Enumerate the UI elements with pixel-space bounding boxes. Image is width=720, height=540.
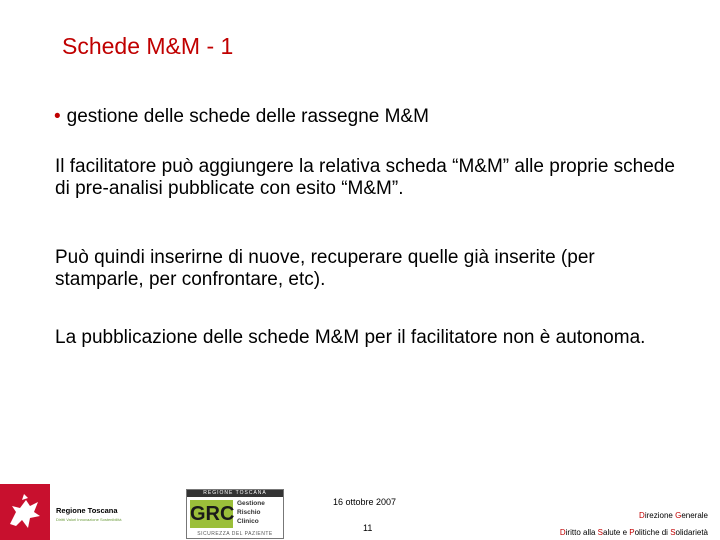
- rt-tagline: Diritti Valori Innovazione Sostenibilità: [56, 517, 122, 522]
- word: alute e: [603, 528, 630, 537]
- bullet-text: gestione delle schede delle rassegne M&M: [66, 106, 429, 127]
- grc-bottom-text: SICUREZZA DEL PAZIENTE: [197, 531, 273, 537]
- grc-words: [237, 499, 281, 526]
- grc-word: Clinico: [237, 518, 259, 525]
- grc-logo: [186, 489, 284, 539]
- pegasus-icon: [0, 484, 50, 540]
- page-number: 11: [363, 523, 373, 533]
- direzione-generale: [639, 511, 708, 520]
- initial: P: [629, 528, 635, 537]
- word: iritto alla: [565, 528, 598, 537]
- bullet-item: [54, 106, 429, 128]
- word: enerale: [681, 511, 708, 520]
- initial: S: [670, 528, 676, 537]
- paragraph-3: La pubblicazione delle schede M&M per il facilitatore non è autonoma.: [55, 327, 646, 348]
- grc-mark: GRC: [190, 500, 233, 528]
- bullet-dot: •: [54, 106, 61, 127]
- word: olitiche di: [634, 528, 671, 537]
- paragraph-2: Può quindi inserirne di nuove, recuperare quelle già inserite (per stamparle, per confrontare, etc).: [55, 247, 595, 290]
- initial: S: [597, 528, 604, 537]
- word: irezione: [644, 511, 676, 520]
- footer-date: 16 ottobre 2007: [333, 497, 397, 507]
- word: olidarietà: [675, 528, 708, 537]
- slide-title: Schede M&M - 1: [62, 33, 234, 59]
- regione-toscana-logo: [0, 484, 50, 540]
- initial: D: [559, 528, 566, 537]
- paragraph-1: Il facilitatore può aggiungere la relativa scheda “M&M” alle proprie schede di pre-analisi pubblicate con esito “M&M”.: [55, 156, 675, 199]
- grc-word: Rischio: [237, 509, 261, 516]
- initial: G: [675, 511, 682, 520]
- grc-top-text: REGIONE TOSCANA: [187, 490, 283, 497]
- initial: D: [639, 511, 645, 520]
- grc-word: Gestione: [237, 500, 265, 507]
- diritto-salute-line: [560, 528, 708, 537]
- rt-name: Regione Toscana: [56, 506, 118, 515]
